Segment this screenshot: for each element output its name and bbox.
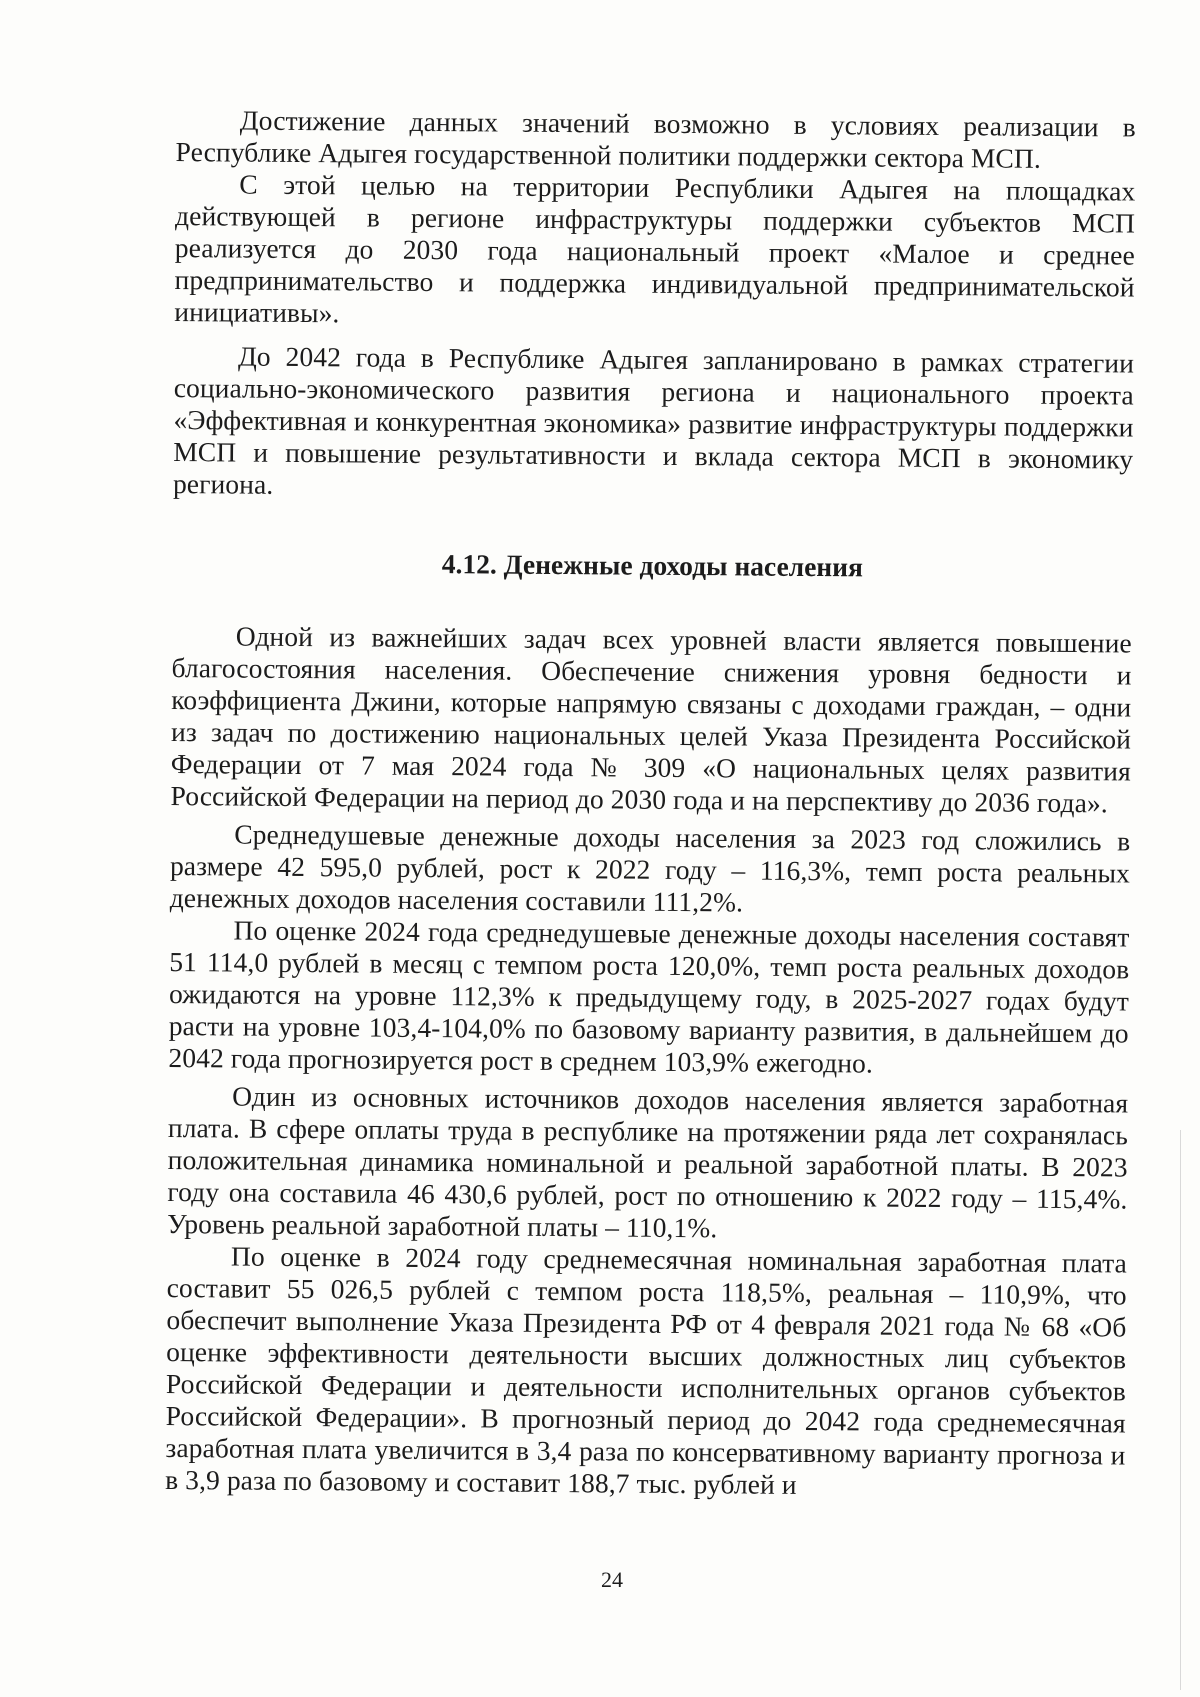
paragraph-strategy-2042: До 2042 года в Республике Адыгея запланировано в рамках стратегии социально-экономического развития региона и национального проекта «Эффективная и конкурентная экономика» развитие инфраструктуры поддержки МСП и повышение результативности и вклада сектора МСП в экономику региона.: [172, 340, 1135, 500]
paragraph-wages-forecast: По оценке в 2024 году среднемесячная номинальная заработная плата составит 55 026,5 рублей с темпом роста 118,5%, реальная – 110,9%, что обеспечит выполнение Указа Президента РФ от 4 февраля 2021 года № 68 «Об оценке эффективности деятельности высших должностных лиц субъектов Российской Федерации и деятельности исполнительных органов субъектов Российской Федерации». В прогнозный период до 2042 года среднемесячная заработная плата увеличится в 3,4 раза по консервативному варианту прогноза и в 3,9 раза по базовому и составит 188,7 тыс. рублей и: [165, 1240, 1128, 1500]
page-content: [165, 104, 1136, 1503]
scan-margin-line: [1180, 1130, 1181, 1690]
paragraph-wages: Один из основных источников доходов населения является заработная плата. В сфере оплаты труда в республике на протяжении ряда лет сохранялась положительная динамика номинальной и реальной заработной платы. В 2023 году она составила 46 430,6 рублей, рост по отношению к 2022 году – 115,4%. Уровень реальной заработной платы – 110,1%.: [167, 1080, 1129, 1244]
page-number: 24: [601, 1567, 623, 1592]
section-heading: 4.12. Денежные доходы населения: [441, 548, 864, 583]
paragraph-income-2023: Среднедушевые денежные доходы населения за 2023 год сложились в размере 42 595,0 рублей, рост к 2022 году – 116,3%, темп роста реальных денежных доходов населения составили 111,2%.: [169, 818, 1131, 918]
paragraph-income-forecast: По оценке 2024 года среднедушевые денежные доходы населения составят 51 114,0 рублей в месяц с темпом роста 120,0%, темп роста реальных доходов ожидаются на уровне 112,3% к предыдущему году, в 2025-2027 годах будут расти на уровне 103,4-104,0% по базовому варианту развития, в дальнейшем до 2042 года прогнозируется рост в среднем 103,9% ежегодно.: [168, 914, 1130, 1079]
paragraph-msp-values: Достижение данных значений возможно в условиях реализации в Республике Адыгея государственной политики поддержки сектора МСП.: [175, 104, 1136, 174]
paragraph-national-project: С этой целью на территории Республики Адыгея на площадках действующей в регионе инфраструктуры поддержки субъектов МСП реализуется до 2030 года национальный проект «Малое и среднее предпринимательство и поддержка индивидуальной предпринимательской инициативы».: [174, 168, 1136, 329]
paragraph-welfare-goals: Одной из важнейших задач всех уровней власти является повышение благосостояния населения. Обеспечение снижения уровня бедности и коэффициента Джини, которые напрямую связаны с доходами граждан, – одни из задач по достижению национальных целей Указа Президента Российской Федерации от 7 мая 2024 года № 309 «О национальных целях развития Российской Федерации на период до 2030 года и на перспективу до 2036 года».: [170, 620, 1132, 819]
